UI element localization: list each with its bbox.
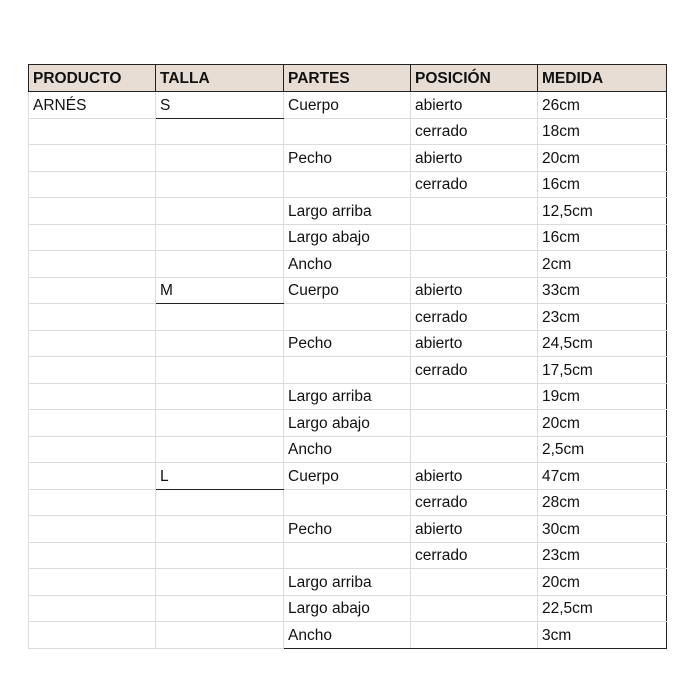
cell-posicion bbox=[411, 569, 538, 596]
cell-talla bbox=[156, 383, 284, 410]
cell-medida: 20cm bbox=[538, 569, 667, 596]
cell-producto bbox=[29, 330, 156, 357]
cell-posicion bbox=[411, 198, 538, 225]
cell-talla bbox=[156, 145, 284, 172]
cell-producto: ARNÉS bbox=[29, 92, 156, 119]
table-row bbox=[29, 357, 667, 384]
cell-medida: 30cm bbox=[538, 516, 667, 543]
cell-talla bbox=[156, 436, 284, 463]
cell-partes: Pecho bbox=[284, 145, 411, 172]
table-row bbox=[29, 463, 667, 490]
table-row bbox=[29, 118, 667, 145]
cell-producto bbox=[29, 569, 156, 596]
cell-partes: Cuerpo bbox=[284, 92, 411, 119]
cell-producto bbox=[29, 595, 156, 622]
cell-posicion: cerrado bbox=[411, 357, 538, 384]
cell-talla: L bbox=[156, 463, 284, 490]
cell-talla: S bbox=[156, 92, 284, 119]
cell-medida: 33cm bbox=[538, 277, 667, 304]
table-row bbox=[29, 542, 667, 569]
cell-medida: 23cm bbox=[538, 542, 667, 569]
header-producto: PRODUCTO bbox=[29, 65, 156, 92]
cell-partes bbox=[284, 489, 411, 516]
cell-medida: 2cm bbox=[538, 251, 667, 278]
cell-talla bbox=[156, 410, 284, 437]
cell-talla bbox=[156, 304, 284, 331]
cell-posicion: cerrado bbox=[411, 171, 538, 198]
cell-producto bbox=[29, 224, 156, 251]
cell-partes: Cuerpo bbox=[284, 463, 411, 490]
cell-partes: Ancho bbox=[284, 251, 411, 278]
table-body bbox=[29, 92, 667, 649]
cell-medida: 24,5cm bbox=[538, 330, 667, 357]
cell-posicion bbox=[411, 410, 538, 437]
cell-talla bbox=[156, 251, 284, 278]
cell-producto bbox=[29, 145, 156, 172]
header-talla: TALLA bbox=[156, 65, 284, 92]
table-row bbox=[29, 277, 667, 304]
cell-partes: Ancho bbox=[284, 436, 411, 463]
cell-posicion: cerrado bbox=[411, 118, 538, 145]
cell-posicion bbox=[411, 251, 538, 278]
table-row bbox=[29, 516, 667, 543]
cell-talla bbox=[156, 198, 284, 225]
cell-producto bbox=[29, 463, 156, 490]
cell-medida: 28cm bbox=[538, 489, 667, 516]
cell-partes: Largo arriba bbox=[284, 569, 411, 596]
cell-posicion: abierto bbox=[411, 330, 538, 357]
cell-medida: 23cm bbox=[538, 304, 667, 331]
cell-posicion bbox=[411, 622, 538, 649]
cell-posicion bbox=[411, 224, 538, 251]
cell-talla bbox=[156, 224, 284, 251]
table-row bbox=[29, 92, 667, 119]
header-row bbox=[29, 65, 667, 92]
cell-producto bbox=[29, 516, 156, 543]
cell-talla bbox=[156, 171, 284, 198]
cell-posicion: cerrado bbox=[411, 304, 538, 331]
cell-posicion bbox=[411, 383, 538, 410]
cell-producto bbox=[29, 542, 156, 569]
measurements-table bbox=[28, 64, 667, 649]
cell-partes: Largo arriba bbox=[284, 383, 411, 410]
cell-medida: 3cm bbox=[538, 622, 667, 649]
cell-partes bbox=[284, 171, 411, 198]
cell-talla bbox=[156, 542, 284, 569]
cell-posicion: abierto bbox=[411, 145, 538, 172]
table-row bbox=[29, 410, 667, 437]
cell-talla bbox=[156, 330, 284, 357]
cell-talla: M bbox=[156, 277, 284, 304]
cell-talla bbox=[156, 516, 284, 543]
cell-medida: 17,5cm bbox=[538, 357, 667, 384]
table-row bbox=[29, 171, 667, 198]
cell-posicion: cerrado bbox=[411, 542, 538, 569]
cell-producto bbox=[29, 383, 156, 410]
cell-medida: 16cm bbox=[538, 224, 667, 251]
cell-producto bbox=[29, 357, 156, 384]
cell-partes: Cuerpo bbox=[284, 277, 411, 304]
cell-producto bbox=[29, 277, 156, 304]
cell-partes bbox=[284, 357, 411, 384]
table-row bbox=[29, 569, 667, 596]
header-partes: PARTES bbox=[284, 65, 411, 92]
cell-producto bbox=[29, 198, 156, 225]
cell-talla bbox=[156, 595, 284, 622]
cell-posicion bbox=[411, 595, 538, 622]
cell-posicion bbox=[411, 436, 538, 463]
cell-partes: Largo arriba bbox=[284, 198, 411, 225]
cell-producto bbox=[29, 489, 156, 516]
cell-medida: 20cm bbox=[538, 145, 667, 172]
cell-talla bbox=[156, 357, 284, 384]
header-medida: MEDIDA bbox=[538, 65, 667, 92]
table-header bbox=[29, 65, 667, 92]
cell-partes: Pecho bbox=[284, 516, 411, 543]
cell-producto bbox=[29, 251, 156, 278]
cell-producto bbox=[29, 171, 156, 198]
cell-producto bbox=[29, 410, 156, 437]
cell-medida: 20cm bbox=[538, 410, 667, 437]
cell-posicion: abierto bbox=[411, 463, 538, 490]
header-posicion: POSICIÓN bbox=[411, 65, 538, 92]
table-row bbox=[29, 251, 667, 278]
cell-posicion: cerrado bbox=[411, 489, 538, 516]
cell-partes bbox=[284, 118, 411, 145]
cell-talla bbox=[156, 622, 284, 649]
cell-partes: Largo abajo bbox=[284, 595, 411, 622]
cell-posicion: abierto bbox=[411, 516, 538, 543]
table-row bbox=[29, 595, 667, 622]
cell-producto bbox=[29, 436, 156, 463]
cell-medida: 16cm bbox=[538, 171, 667, 198]
cell-medida: 12,5cm bbox=[538, 198, 667, 225]
cell-medida: 47cm bbox=[538, 463, 667, 490]
cell-producto bbox=[29, 118, 156, 145]
cell-posicion: abierto bbox=[411, 277, 538, 304]
cell-partes: Largo abajo bbox=[284, 410, 411, 437]
table-row bbox=[29, 304, 667, 331]
table-row bbox=[29, 224, 667, 251]
cell-talla bbox=[156, 118, 284, 145]
cell-partes: Largo abajo bbox=[284, 224, 411, 251]
cell-partes: Pecho bbox=[284, 330, 411, 357]
cell-partes bbox=[284, 304, 411, 331]
cell-medida: 19cm bbox=[538, 383, 667, 410]
cell-talla bbox=[156, 489, 284, 516]
table-row bbox=[29, 198, 667, 225]
cell-medida: 22,5cm bbox=[538, 595, 667, 622]
table-row bbox=[29, 145, 667, 172]
table-row bbox=[29, 383, 667, 410]
cell-medida: 18cm bbox=[538, 118, 667, 145]
cell-partes bbox=[284, 542, 411, 569]
cell-partes: Ancho bbox=[284, 622, 411, 649]
cell-producto bbox=[29, 622, 156, 649]
table-row bbox=[29, 330, 667, 357]
table-row bbox=[29, 489, 667, 516]
cell-producto bbox=[29, 304, 156, 331]
cell-medida: 26cm bbox=[538, 92, 667, 119]
cell-posicion: abierto bbox=[411, 92, 538, 119]
table-row bbox=[29, 436, 667, 463]
cell-talla bbox=[156, 569, 284, 596]
table-row bbox=[29, 622, 667, 649]
cell-medida: 2,5cm bbox=[538, 436, 667, 463]
